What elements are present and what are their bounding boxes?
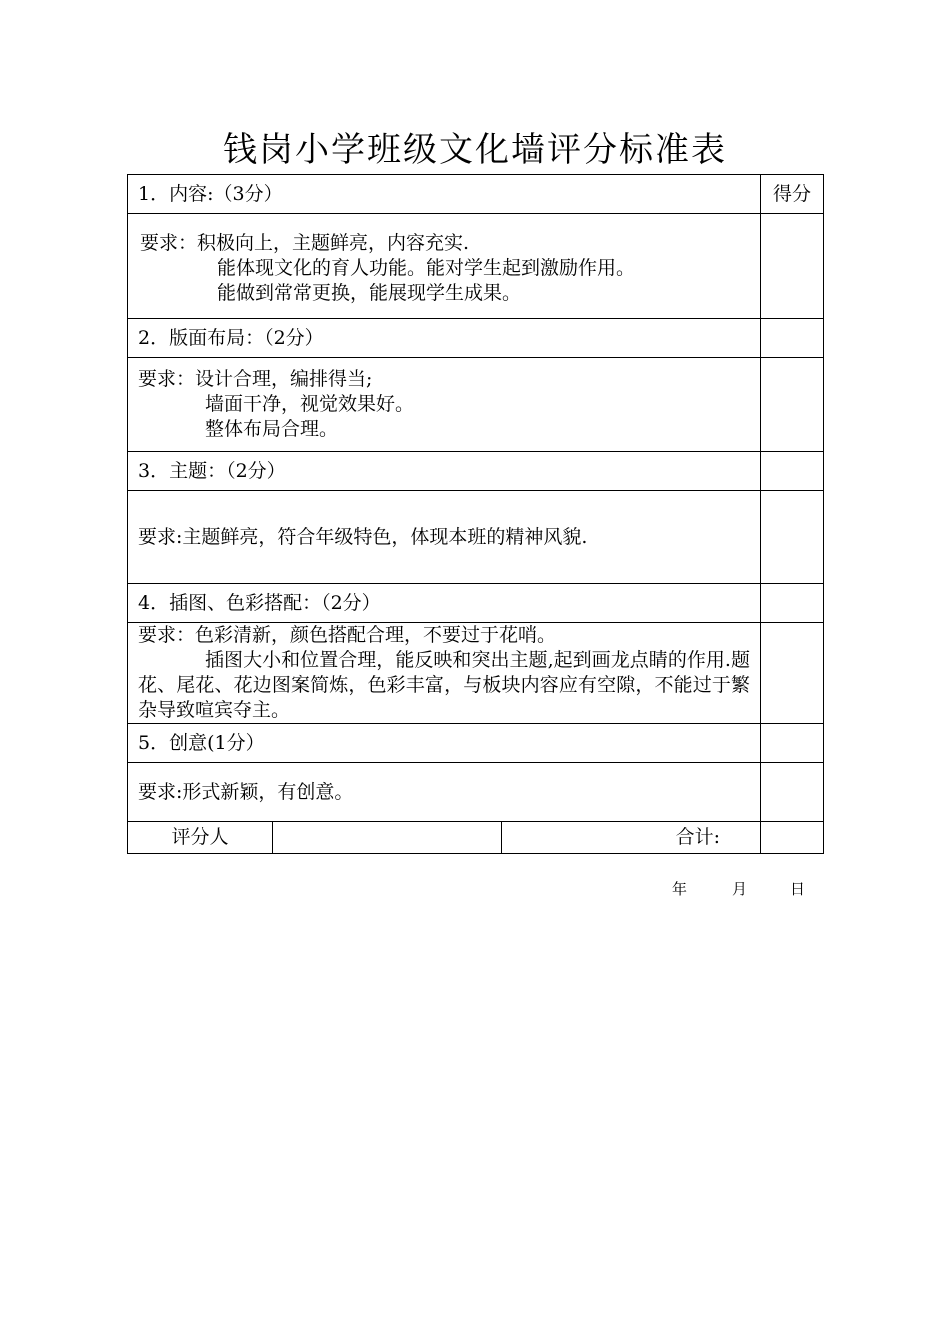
section-4-requirement-row (128, 623, 824, 724)
requirement-paragraph: 插图大小和位置合理，能反映和突出主题,起到画龙点睛的作用.题花、尾花、花边图案简炼，色彩丰富，与板块内容应有空隙，不能过于繁杂导致喧宾夺主。 (138, 649, 751, 721)
requirement-line: 要求：设计合理，编排得当; (138, 368, 373, 390)
section-2-requirement-row (128, 358, 824, 452)
requirement-line: 要求：积极向上，主题鲜亮，内容充实. (140, 231, 470, 254)
section-5-heading: 5．创意(1分） (128, 724, 761, 763)
footer-row (128, 822, 824, 854)
section-1-requirement (128, 214, 761, 319)
scorer-label: 评分人 (128, 822, 273, 854)
section-1-heading: 1．内容:（3分） (128, 175, 761, 214)
section-3-score-cell[interactable] (761, 491, 824, 584)
requirement-line: 要求:形式新颖，有创意。 (138, 780, 354, 803)
total-label: 合计: (502, 822, 761, 854)
section-4-heading: 4．插图、色彩搭配：（2分） (128, 584, 761, 623)
section-4-header-row (128, 584, 824, 623)
section-5-requirement (128, 763, 761, 822)
section-3-heading: 3．主题：（2分） (128, 452, 761, 491)
section-4-score-cell[interactable] (761, 623, 824, 724)
section-2-score-cell[interactable] (761, 358, 824, 452)
section-5-score-cell[interactable] (761, 763, 824, 822)
requirement-line: 墙面干净，视觉效果好。 (205, 393, 415, 415)
section-3-heading-score-cell (761, 452, 824, 491)
section-1-requirement-row (128, 214, 824, 319)
section-4-requirement (128, 623, 761, 724)
date-month-label: 月 (732, 880, 748, 898)
section-3-header-row (128, 452, 824, 491)
scoring-table (127, 174, 824, 854)
section-3-requirement-row (128, 491, 824, 584)
score-column-header: 得分 (761, 175, 824, 214)
section-2-heading: 2．版面布局：（2分） (128, 319, 761, 358)
date-day-label: 日 (790, 880, 806, 898)
requirement-line: 能做到常常更换，能展现学生成果。 (217, 281, 522, 304)
date-year-label: 年 (672, 880, 688, 898)
section-5-heading-score-cell (761, 724, 824, 763)
requirement-line: 要求：色彩清新，颜色搭配合理，不要过于花哨。 (138, 624, 557, 646)
requirement-line: 要求:主题鲜亮，符合年级特色，体现本班的精神风貌. (138, 525, 588, 548)
section-5-header-row (128, 724, 824, 763)
requirement-line: 能体现文化的育人功能。能对学生起到激励作用。 (217, 256, 636, 279)
section-4-heading-score-cell (761, 584, 824, 623)
section-2-header-row (128, 319, 824, 358)
page-title: 钱岗小学班级文化墙评分标准表 (223, 130, 727, 170)
section-2-heading-score-cell (761, 319, 824, 358)
scorer-name-field[interactable] (273, 822, 502, 854)
section-1-score-cell[interactable] (761, 214, 824, 319)
section-3-requirement (128, 491, 761, 584)
section-1-header-row (128, 175, 824, 214)
total-score-field[interactable] (761, 822, 824, 854)
section-5-requirement-row (128, 763, 824, 822)
section-2-requirement (128, 358, 761, 452)
requirement-line: 整体布局合理。 (205, 418, 339, 440)
